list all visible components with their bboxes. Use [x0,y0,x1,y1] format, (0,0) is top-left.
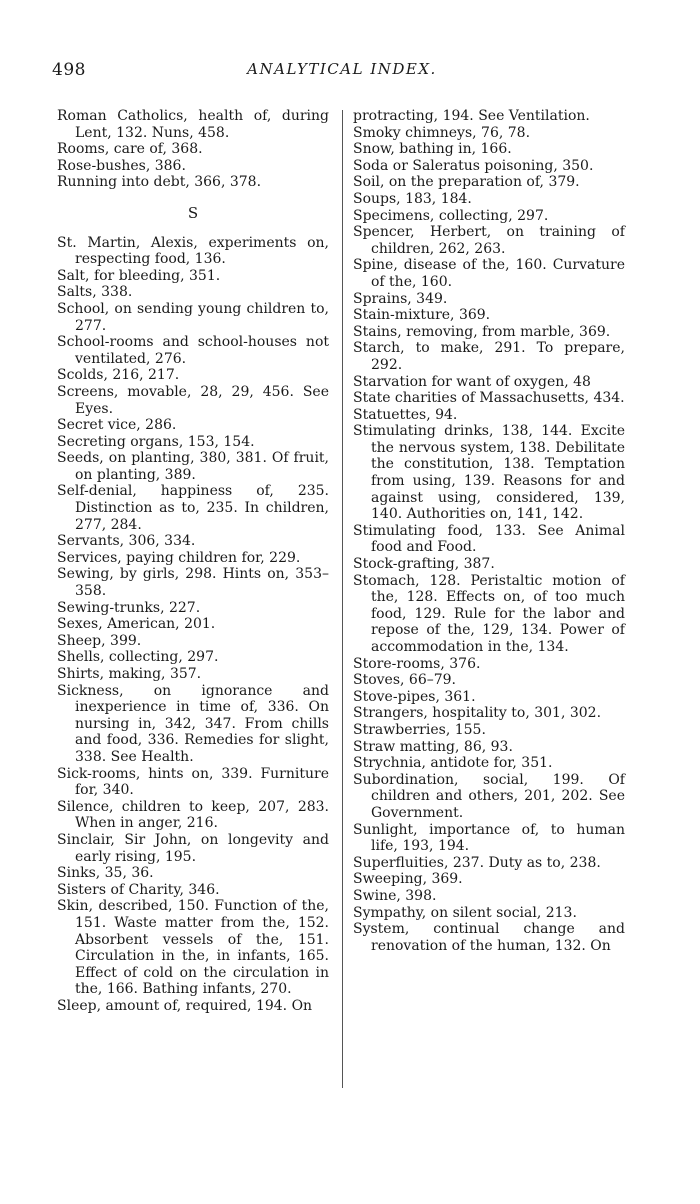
index-entry: Sickness, on ignorance and inexperience in time of, 336. On nursing in, 342, 347. From chills and food, 336. Remedies for slight, 338. See Health. [57,682,329,765]
index-entry: Secret vice, 286. [57,417,177,434]
index-entry: Screens, movable, 28, 29, 456. See Eyes. [57,383,329,417]
index-entry: Services, paying children for, 229. [57,549,301,566]
index-entry: Silence, children to keep, 207, 283. When in anger, 216. [57,798,329,832]
index-entry: Sick-rooms, hints on, 339. Furniture for, 340. [57,765,329,799]
index-entry: Soups, 183, 184. [353,190,472,207]
page-header [52,60,632,84]
index-entry: Sisters of Charity, 346. [57,881,220,898]
index-entry: Servants, 306, 334. [57,533,196,550]
index-entry: School-rooms and school-houses not ventilated, 276. [57,334,329,367]
index-entry: protracting, 194. See Ventilation. [353,108,590,124]
index-entry: Starvation for want of oxygen, 48 [353,373,591,390]
index-entry: Self-denial, happiness of, 235. Distinction as to, 235. In children, 277, 284. [57,483,329,533]
index-entry: Sleep, amount of, required, 194. On [57,997,313,1014]
index-entry: Shells, collecting, 297. [57,649,219,666]
index-entry: Sewing, by girls, 298. Hints on, 353–358. [57,566,329,600]
index-entry: Swine, 398. [353,887,437,904]
index-entry: Shirts, making, 357. [57,666,202,682]
index-entry: Sinks, 35, 36. [57,865,154,882]
index-entry: Subordination, social, 199. Of children and others, 201, 202. See Government. [353,771,625,821]
index-entry: Superfluities, 237. Duty as to, 238. [353,854,601,871]
index-entry: Secreting organs, 153, 154. [57,433,255,450]
index-entry: Spine, disease of the, 160. Curvature of the, 160. [353,257,625,290]
column-divider [342,110,343,1088]
index-column-right [353,108,625,954]
index-entry: Sunlight, importance of, to human life, 193, 194. [353,821,625,855]
index-entry: Sprains, 349. [353,290,448,307]
index-entry: Statuettes, 94. [353,406,458,423]
index-entry: Stain-mixture, 369. [353,307,491,324]
index-entry: Specimens, collecting, 297. [353,207,549,224]
index-column-left [57,108,329,1014]
index-entry: Sewing-trunks, 227. [57,599,201,616]
index-entry: Straw matting, 86, 93. [353,738,513,755]
index-entry: Soda or Saleratus poisoning, 350. [353,157,594,174]
index-entry: Roman Catholics, health of, during Lent, 132. Nuns, 458. [57,108,329,141]
index-entry: System, continual change and renovation of the human, 132. On [353,921,625,954]
index-entry: Soil, on the preparation of, 379. [353,174,580,191]
index-entry: Store-rooms, 376. [353,655,481,672]
index-entry: Strawberries, 155. [353,721,486,738]
index-entry: Stimulating drinks, 138, 144. Excite the nervous system, 138. Debilitate the constitution, 138. Temptation from using, 139. Reasons for and against using, considered, 139, 140. Authorities on, 141, 142. [353,423,625,523]
running-title: ANALYTICAL INDEX. [247,60,437,78]
index-entry: Salt, for bleeding, 351. [57,267,221,284]
index-entry: Sweeping, 369. [353,871,463,888]
index-entry: Skin, described, 150. Function of the, 151. Waste matter from the, 152. Absorbent vessels of the, 151. Circulation in the, in infants, 165. Effect of cold on the circulation in the, 166. Bathing infants, 270. [57,898,329,998]
section-letter-heading: S [187,203,199,222]
index-entry: Seeds, on planting, 380, 381. Of fruit, on planting, 389. [57,450,329,483]
index-entry: Starch, to make, 291. To prepare, 292. [353,340,625,373]
index-entry: Strangers, hospitality to, 301, 302. [353,705,602,722]
index-entry: State charities of Massachusetts, 434. [353,390,625,407]
index-entry: Sexes, American, 201. [57,616,216,633]
index-entry: Scolds, 216, 217. [57,367,180,384]
index-entry: Running into debt, 366, 378. [57,174,262,191]
index-entry: Stoves, 66–79. [353,672,457,689]
index-entry: Stove-pipes, 361. [353,688,476,705]
index-entry: Stimulating food, 133. See Animal food and Food. [353,522,625,556]
page-number: 498 [52,60,86,80]
index-entry: School, on sending young children to, 277. [57,300,329,334]
index-entry: Rooms, care of, 368. [57,141,203,158]
index-entry: Sinclair, Sir John, on longevity and early rising, 195. [57,831,329,865]
index-entry: Strychnia, antidote for, 351. [353,755,553,772]
index-entry: Sympathy, on silent social, 213. [353,904,577,921]
index-entry: Snow, bathing in, 166. [353,141,512,158]
index-entry: St. Martin, Alexis, experiments on, respecting food, 136. [57,234,329,268]
index-entry: Spencer, Herbert, on training of children, 262, 263. [353,224,625,257]
index-entry: Salts, 338. [57,284,133,301]
index-entry: Sheep, 399. [57,632,142,649]
index-entry: Smoky chimneys, 76, 78. [353,124,531,141]
index-entry: Stains, removing, from marble, 369. [353,323,611,340]
index-entry: Rose-bushes, 386. [57,157,186,174]
index-entry: Stomach, 128. Peristaltic motion of the, 128. Effects on, of too much food, 129. Rule for the labor and repose of the, 129, 134. Power of accommodation in the, 134. [353,572,625,655]
index-entry: Stock-grafting, 387. [353,556,495,573]
